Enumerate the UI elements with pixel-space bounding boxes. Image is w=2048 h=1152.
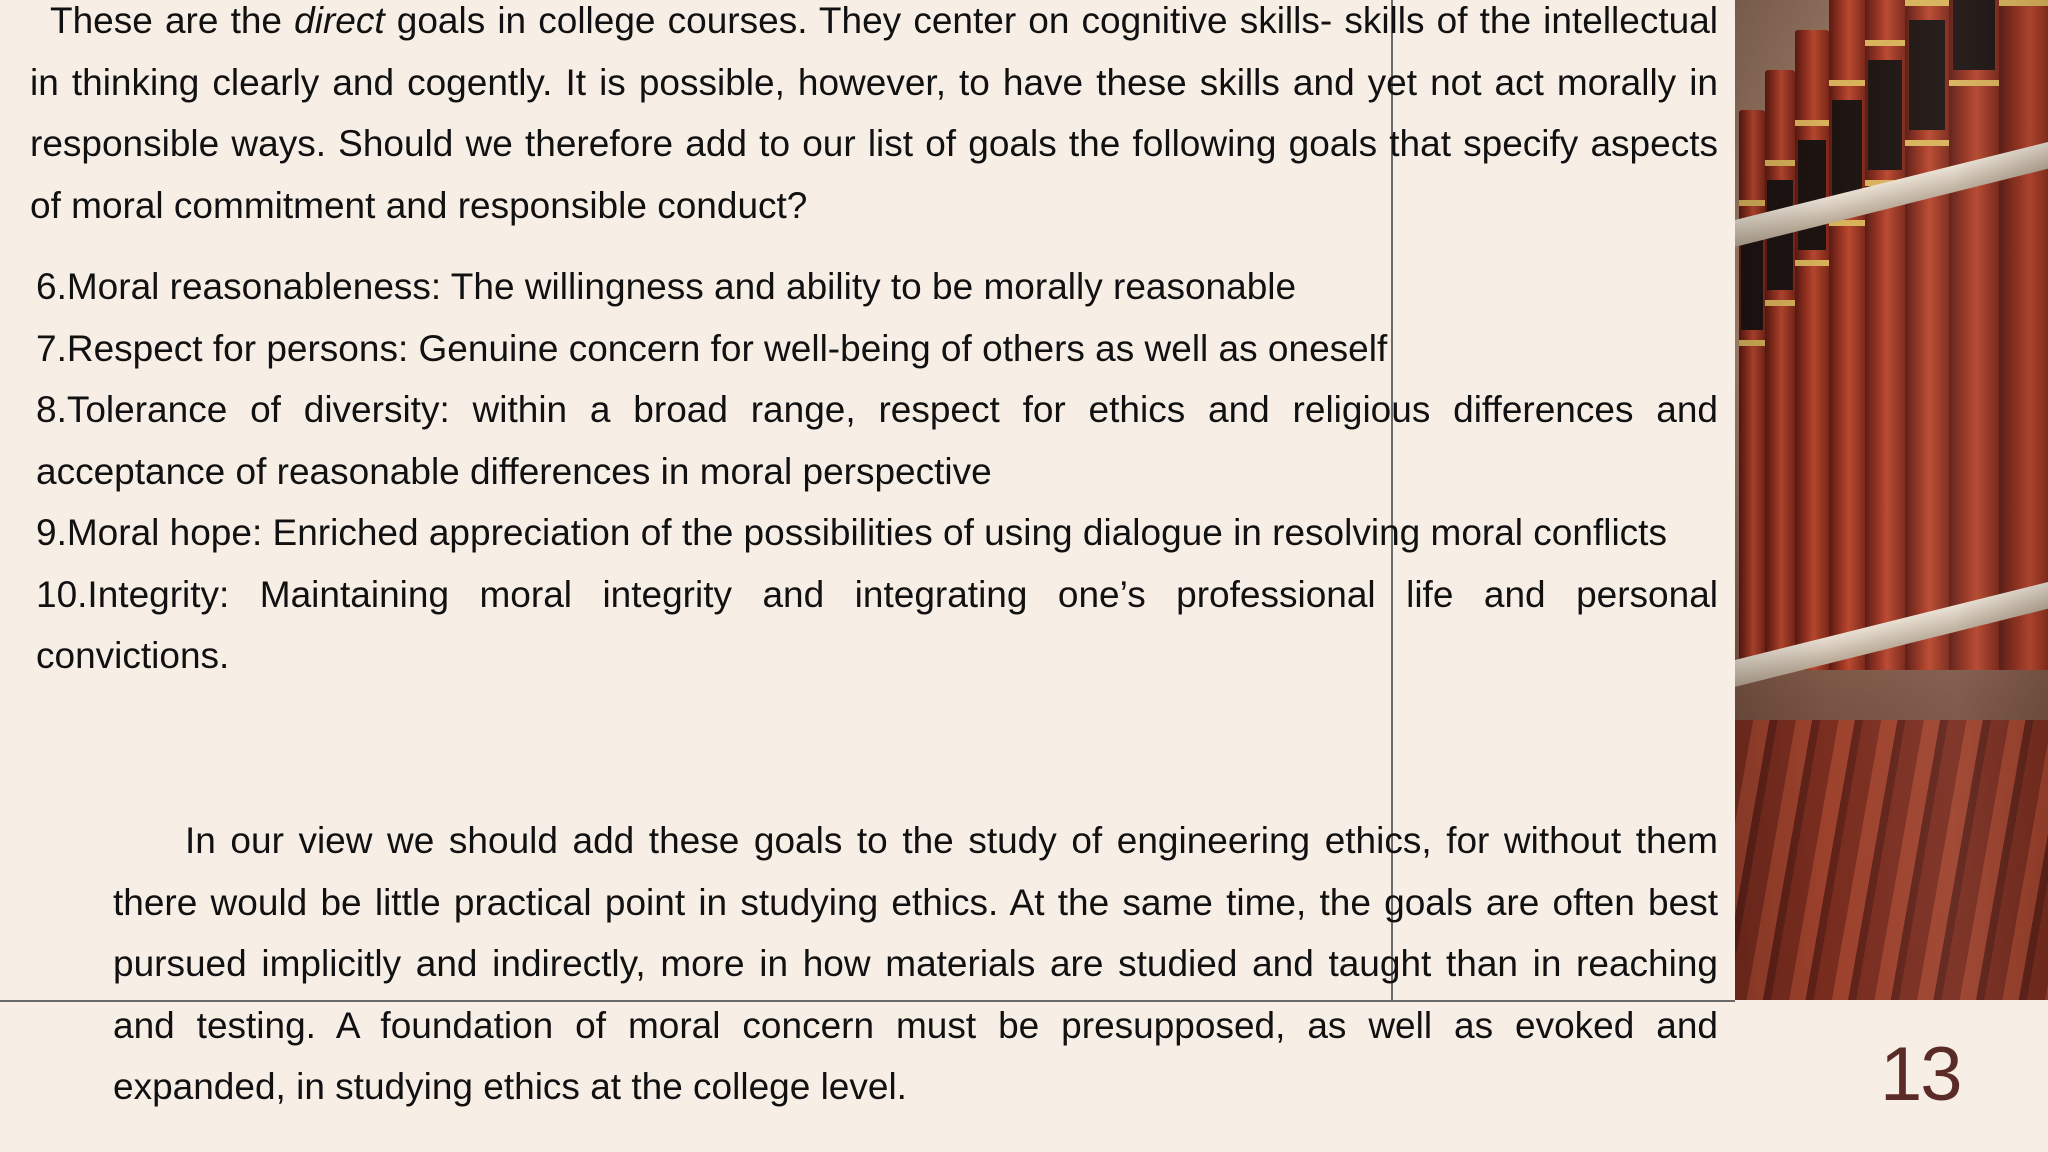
bookshelf-photo	[1735, 0, 2048, 1000]
intro-paragraph: These are the direct goals in college courses. They center on cognitive skills- skills of the intellectual in thinking clearly and cogently. It is possible, however, to have these skills and yet not act morally in responsible ways. Should we therefore add to our list of goals the following goals that specify aspects of moral commitment and responsible conduct?	[30, 0, 1718, 226]
goal-item: 10.Integrity: Maintaining moral integrity and integrating one’s professional life and personal convictions.	[36, 573, 1718, 676]
goal-item: 9.Moral hope: Enriched appreciation of the possibilities of using dialogue in resolving moral conflicts	[36, 512, 1667, 553]
goal-item: 8.Tolerance of diversity: within a broad range, respect for ethics and religious differences and acceptance of reasonable differences in moral perspective	[36, 389, 1718, 492]
goals-list	[36, 256, 1718, 687]
goal-item: 6.Moral reasonableness: The willingness and ability to be morally reasonable	[36, 266, 1297, 307]
goal-item: 7.Respect for persons: Genuine concern for well-being of others as well as oneself	[36, 327, 1388, 369]
page-number: 13	[1880, 1032, 1961, 1117]
conclusion-paragraph: In our view we should add these goals to the study of engineering ethics, for without them there would be little practical point in studying ethics. At the same time, the goals are often best pursued implicitly and indirectly, more in how materials are studied and taught than in reaching and testing. A foundation of moral concern must be presupposed, as well as evoked and expanded, in studying ethics at the college level.	[113, 820, 1718, 1107]
emphasis-word: direct	[294, 0, 385, 41]
